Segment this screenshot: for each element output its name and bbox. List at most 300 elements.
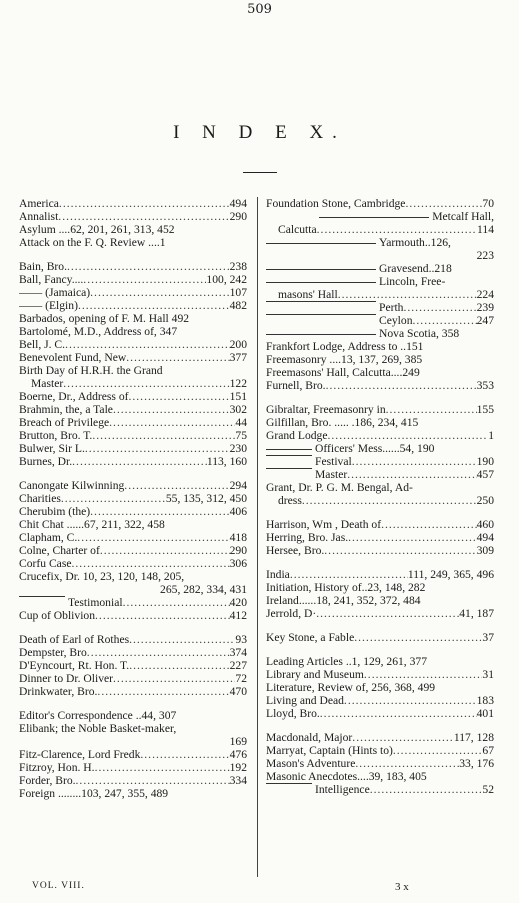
page-reference: 309 — [476, 544, 494, 557]
page-reference: 353 — [476, 379, 494, 392]
entry-text: Attack on the F. Q. Review ....1 — [19, 236, 166, 249]
page-reference: 482 — [229, 299, 247, 312]
entry-text: Initiation, History of..23, 148, 282 — [266, 581, 426, 594]
index-entry — [266, 694, 494, 707]
volume-footer: VOL. VIII. — [32, 881, 85, 891]
entry-text: Benevolent Fund, New — [19, 351, 127, 364]
index-entry — [266, 403, 494, 416]
page-reference: 107 — [229, 286, 247, 299]
entry-text: Lloyd, Bro. — [266, 707, 320, 720]
entry-text: Colne, Charter of — [19, 544, 100, 557]
page-reference: 52 — [482, 783, 494, 796]
leader-dots — [126, 351, 229, 364]
leader-dots — [317, 223, 477, 236]
leader-dots — [326, 379, 477, 392]
entry-text: Key Stone, a Fable — [266, 631, 355, 644]
index-entry — [266, 197, 494, 210]
page-reference: 1 — [488, 429, 494, 442]
index-entry — [266, 327, 494, 340]
index-entry — [266, 770, 494, 783]
index-entry — [19, 659, 247, 672]
entry-text: Fitzroy, Hon. H. — [19, 761, 95, 774]
leader-dots — [320, 707, 477, 720]
index-entry — [266, 607, 494, 620]
leader-dots — [78, 299, 230, 312]
ditto-rule — [266, 783, 312, 796]
index-entry — [266, 366, 494, 379]
page-reference: 470 — [229, 685, 247, 698]
page-reference: 33, 176 — [459, 757, 494, 770]
index-entry — [19, 479, 247, 492]
leader-dots — [100, 544, 230, 557]
page-reference: 494 — [476, 531, 494, 544]
entry-text: Metcalf Hall, — [432, 210, 494, 223]
entry-text: Furnell, Bro. — [266, 379, 326, 392]
page-reference: 224 — [476, 288, 494, 301]
leader-dots — [328, 429, 489, 442]
page-reference: 476 — [229, 748, 247, 761]
page-reference: 192 — [229, 761, 247, 774]
entry-text: Charities — [19, 492, 61, 505]
leader-dots — [61, 492, 166, 505]
entry-text: —— (Elgin) — [19, 299, 78, 312]
page-reference: 227 — [229, 659, 247, 672]
entry-text: Bartolomé, M.D., Address of, 347 — [19, 325, 178, 338]
index-entry — [266, 301, 494, 314]
index-entry — [266, 249, 494, 262]
entry-text: Crucefix, Dr. 10, 23, 120, 148, 205, — [19, 570, 185, 583]
index-entry — [19, 685, 247, 698]
leader-dots — [352, 455, 477, 468]
leader-dots — [63, 377, 229, 390]
leader-dots — [90, 505, 229, 518]
index-entry — [266, 416, 494, 429]
entry-text: Foreign ........103, 247, 355, 489 — [19, 787, 169, 800]
index-entry — [19, 531, 247, 544]
page-reference: 239 — [476, 301, 494, 314]
entry-text: Asylum ....62, 201, 261, 313, 452 — [19, 223, 175, 236]
index-entry — [19, 557, 247, 570]
leader-dots — [140, 748, 229, 761]
index-entry — [19, 403, 247, 416]
leader-dots — [129, 659, 229, 672]
leader-dots — [347, 468, 476, 481]
page-reference: 377 — [229, 351, 247, 364]
page-reference: 41, 187 — [459, 607, 494, 620]
index-entry — [19, 351, 247, 364]
index-entry — [266, 262, 494, 275]
entry-text: Masonic Anecdotes....39, 183, 405 — [266, 770, 427, 783]
index-entry — [266, 288, 494, 301]
ditto-rule — [266, 243, 376, 244]
leader-dots — [113, 672, 235, 685]
index-entry — [266, 707, 494, 720]
leader-dots — [393, 744, 483, 757]
ditto-rule — [266, 282, 376, 283]
index-column-left — [19, 197, 247, 800]
page-reference: 70 — [482, 197, 494, 210]
page-reference: 418 — [229, 531, 247, 544]
title-rule — [243, 172, 277, 173]
entry-text: Marryat, Captain (Hints to) — [266, 744, 393, 757]
entry-text: Ireland......18, 241, 352, 372, 484 — [266, 594, 421, 607]
entry-text: Ball, Fancy.... — [19, 273, 84, 286]
entry-text: India — [266, 568, 290, 581]
leader-dots — [124, 479, 229, 492]
entry-text: Forder, Bro. — [19, 774, 76, 787]
entry-text: Hersee, Bro. — [266, 544, 325, 557]
leader-dots — [370, 783, 483, 796]
entry-text: Editor's Correspondence ..44, 307 — [19, 709, 177, 722]
page-reference: 93 — [235, 633, 247, 646]
page-reference: 114 — [477, 223, 494, 236]
page-reference: 420 — [229, 596, 247, 609]
entry-text: Gibraltar, Freemasonry in — [266, 403, 386, 416]
entry-gap — [266, 392, 494, 403]
ditto-rule — [266, 269, 376, 270]
index-entry — [19, 646, 247, 659]
page-reference: 190 — [476, 455, 494, 468]
entry-text: Perth — [379, 301, 404, 314]
entry-text: Master — [315, 468, 348, 481]
entry-text: 265, 282, 334, 431 — [160, 583, 247, 596]
entry-text: Intelligence — [315, 783, 370, 796]
index-entry — [266, 314, 494, 327]
index-entry — [266, 568, 494, 581]
leader-dots — [85, 442, 230, 455]
index-entry — [19, 429, 247, 442]
leader-dots — [338, 288, 477, 301]
entry-text: America — [19, 197, 59, 210]
entry-text: Calcutta — [278, 223, 317, 236]
leader-dots — [413, 314, 477, 327]
entry-text: Festival — [315, 455, 352, 468]
leader-dots — [129, 633, 235, 646]
entry-gap — [19, 249, 247, 260]
index-entry — [266, 275, 494, 288]
entry-gap — [19, 698, 247, 709]
leader-dots — [58, 210, 229, 223]
entry-text: Macdonald, Major — [266, 731, 353, 744]
index-entry — [266, 468, 494, 481]
leader-dots — [386, 403, 477, 416]
page-title: I N D E X. — [173, 122, 346, 143]
index-entry — [266, 544, 494, 557]
entry-text: Bulwer, Sir L. — [19, 442, 85, 455]
index-entry — [266, 340, 494, 353]
leader-dots — [71, 557, 229, 570]
index-entry — [19, 364, 247, 377]
page-reference: 111, 249, 365, 496 — [407, 568, 494, 581]
index-entry — [19, 377, 247, 390]
leader-dots — [92, 429, 235, 442]
entry-gap — [266, 557, 494, 568]
entry-text: Nova Scotia, 358 — [379, 327, 460, 340]
index-entry — [19, 596, 247, 609]
index-entry — [266, 783, 494, 796]
leader-dots — [87, 646, 230, 659]
page-reference: 44 — [235, 416, 247, 429]
index-entry — [266, 223, 494, 236]
entry-text: Literature, Review of, 256, 368, 499 — [266, 681, 436, 694]
leader-dots — [316, 607, 459, 620]
ditto-rule — [319, 217, 429, 218]
entry-text: Chit Chat ......67, 211, 322, 458 — [19, 518, 165, 531]
ditto-rule — [266, 449, 312, 450]
index-entry — [19, 518, 247, 531]
entry-text: dress — [278, 494, 302, 507]
index-entry — [19, 390, 247, 403]
entry-text: Brahmin, the, a Tale — [19, 403, 113, 416]
index-entry — [19, 312, 247, 325]
index-entry — [19, 197, 247, 210]
entry-gap — [19, 468, 247, 479]
index-entry — [266, 531, 494, 544]
entry-text: Cherubim (the) — [19, 505, 91, 518]
page-reference: 412 — [229, 609, 247, 622]
leader-dots — [355, 757, 459, 770]
index-entry — [266, 494, 494, 507]
entry-text: Grant, Dr. P. G. M. Bengal, Ad- — [266, 481, 413, 494]
entry-text: Barbados, opening of F. M. Hall 492 — [19, 312, 190, 325]
page-reference: 247 — [476, 314, 494, 327]
leader-dots — [123, 596, 230, 609]
entry-text: Dempster, Bro — [19, 646, 87, 659]
leader-dots — [324, 544, 476, 557]
ditto-rule — [19, 596, 65, 609]
entry-text: Frankfort Lodge, Address to ..151 — [266, 340, 424, 353]
entry-text: Jerrold, D· — [266, 607, 317, 620]
leader-dots — [344, 694, 477, 707]
column-divider — [257, 197, 258, 877]
index-entry — [19, 273, 247, 286]
entry-text: Master — [31, 377, 64, 390]
page-reference: 406 — [229, 505, 247, 518]
index-entry — [19, 722, 247, 735]
leader-dots — [364, 668, 483, 681]
leader-dots — [65, 338, 230, 351]
leader-dots — [128, 390, 229, 403]
entry-text: Birth Day of H.R.H. the Grand — [19, 364, 163, 377]
index-entry — [19, 455, 247, 468]
index-entry — [266, 731, 494, 744]
entry-text: masons' Hall — [278, 288, 338, 301]
leader-dots — [302, 494, 477, 507]
index-entry — [19, 774, 247, 787]
entry-text: Dinner to Dr. Oliver — [19, 672, 114, 685]
index-entry — [19, 210, 247, 223]
leader-dots — [83, 273, 206, 286]
entry-text: Clapham, C. — [19, 531, 78, 544]
leader-dots — [97, 685, 229, 698]
entry-text: Breach of Privilege — [19, 416, 110, 429]
leader-dots — [72, 455, 207, 468]
index-entry — [19, 492, 247, 505]
index-entry — [266, 442, 494, 455]
entry-gap — [266, 720, 494, 731]
page-reference: 290 — [229, 544, 247, 557]
entry-gap — [266, 507, 494, 518]
entry-text: Officers' Mess......54, 190 — [315, 442, 435, 455]
page-reference: 72 — [235, 672, 247, 685]
page-reference: 250 — [476, 494, 494, 507]
page-reference: 401 — [476, 707, 494, 720]
leader-dots — [95, 761, 230, 774]
index-entry — [266, 455, 494, 468]
leader-dots — [76, 774, 230, 787]
index-entry — [266, 581, 494, 594]
entry-text: Freemasons' Hall, Calcutta....249 — [266, 366, 420, 379]
index-entry — [266, 681, 494, 694]
index-entry — [19, 338, 247, 351]
leader-dots — [95, 609, 230, 622]
index-entry — [19, 583, 247, 596]
page-reference: 294 — [229, 479, 247, 492]
leader-dots — [90, 286, 229, 299]
entry-gap — [19, 622, 247, 633]
page-reference: 460 — [476, 518, 494, 531]
index-entry — [19, 633, 247, 646]
entry-text: Lincoln, Free- — [379, 275, 446, 288]
index-entry — [266, 353, 494, 366]
entry-text: Leading Articles ..1, 129, 261, 377 — [266, 655, 427, 668]
entry-text: Mason's Adventure — [266, 757, 356, 770]
page-reference: 122 — [229, 377, 247, 390]
entry-gap — [266, 644, 494, 655]
ditto-rule — [266, 301, 376, 314]
entry-text: Death of Earl of Rothes — [19, 633, 130, 646]
ditto-rule — [266, 468, 312, 481]
page-reference: 302 — [229, 403, 247, 416]
page-reference: 117, 128 — [453, 731, 494, 744]
entry-text: Canongate Kilwinning — [19, 479, 125, 492]
page-reference: 494 — [229, 197, 247, 210]
entry-text: Gilfillan, Bro. ..... .186, 234, 415 — [266, 416, 419, 429]
index-entry — [19, 260, 247, 273]
leader-dots — [59, 197, 230, 210]
ditto-rule — [266, 334, 376, 335]
index-entry — [266, 210, 494, 223]
leader-dots — [109, 416, 235, 429]
page-reference: 374 — [229, 646, 247, 659]
entry-text: Bell, J. C. — [19, 338, 66, 351]
leader-dots — [405, 197, 482, 210]
entry-text: Testimonial — [68, 596, 123, 609]
leader-dots — [77, 531, 229, 544]
index-entry — [19, 709, 247, 722]
index-entry — [19, 442, 247, 455]
leader-dots — [67, 260, 230, 273]
index-entry — [266, 518, 494, 531]
index-entry — [19, 416, 247, 429]
index-entry — [266, 379, 494, 392]
index-column-right — [266, 197, 494, 796]
index-entry — [19, 761, 247, 774]
page-reference: 230 — [229, 442, 247, 455]
entry-text: Brutton, Bro. T. — [19, 429, 93, 442]
entry-text: D'Eyncourt, Rt. Hon. T. — [19, 659, 130, 672]
ditto-rule — [266, 455, 312, 468]
entry-text: Harrison, Wm , Death of — [266, 518, 382, 531]
ditto-rule — [266, 314, 376, 327]
index-entry — [266, 655, 494, 668]
entry-text: Bain, Bro. — [19, 260, 67, 273]
leader-dots — [381, 518, 477, 531]
index-entry — [266, 744, 494, 757]
index-entry — [266, 594, 494, 607]
entry-text: Annalist — [19, 210, 59, 223]
entry-text: Grand Lodge — [266, 429, 328, 442]
index-entry — [19, 236, 247, 249]
entry-text: Corfu Case — [19, 557, 72, 570]
entry-text: 169 — [229, 735, 247, 748]
index-entry — [266, 757, 494, 770]
page-reference: 306 — [229, 557, 247, 570]
signature-mark: 3 x — [395, 881, 409, 893]
index-entry — [19, 299, 247, 312]
entry-text: Herring, Bro. Jas. — [266, 531, 349, 544]
entry-text: Elibank; the Noble Basket-maker, — [19, 722, 177, 735]
leader-dots — [403, 301, 476, 314]
page-reference: 155 — [476, 403, 494, 416]
page-reference: 238 — [229, 260, 247, 273]
entry-text: Freemasonry ....13, 137, 269, 385 — [266, 353, 423, 366]
page-reference: 290 — [229, 210, 247, 223]
page-number: 509 — [247, 2, 272, 17]
entry-gap — [266, 620, 494, 631]
entry-text: Drinkwater, Bro. — [19, 685, 98, 698]
entry-text: —— (Jamaica) — [19, 286, 91, 299]
index-entry — [19, 748, 247, 761]
page-reference: 55, 135, 312, 450 — [165, 492, 247, 505]
entry-text: Yarmouth..126, — [379, 236, 451, 249]
index-entry — [266, 481, 494, 494]
entry-text: Living and Dead — [266, 694, 344, 707]
leader-dots — [352, 731, 454, 744]
index-entry — [19, 672, 247, 685]
page-reference: 200 — [229, 338, 247, 351]
page-reference: 183 — [476, 694, 494, 707]
leader-dots — [290, 568, 408, 581]
index-entry — [266, 236, 494, 249]
entry-text: Boerne, Dr., Address of — [19, 390, 129, 403]
index-entry — [19, 570, 247, 583]
entry-text: Foundation Stone, Cambridge — [266, 197, 406, 210]
index-entry — [266, 429, 494, 442]
leader-dots — [348, 531, 477, 544]
page-reference: 151 — [229, 390, 247, 403]
page-reference: 37 — [482, 631, 494, 644]
entry-text: Cup of Oblivion — [19, 609, 96, 622]
page-reference: 457 — [476, 468, 494, 481]
entry-text: Gravesend..218 — [379, 262, 452, 275]
index-entry — [19, 544, 247, 557]
page-reference: 75 — [235, 429, 247, 442]
index-entry — [19, 735, 247, 748]
index-entry — [266, 668, 494, 681]
leader-dots — [354, 631, 482, 644]
index-entry — [19, 325, 247, 338]
entry-text: Fitz-Clarence, Lord Fredk — [19, 748, 141, 761]
index-entry — [19, 787, 247, 800]
page-reference: 113, 160 — [206, 455, 247, 468]
index-entry — [19, 223, 247, 236]
leader-dots — [113, 403, 230, 416]
entry-text: Library and Museum — [266, 668, 364, 681]
index-entry — [266, 631, 494, 644]
page-reference: 67 — [482, 744, 494, 757]
page-reference: 334 — [229, 774, 247, 787]
